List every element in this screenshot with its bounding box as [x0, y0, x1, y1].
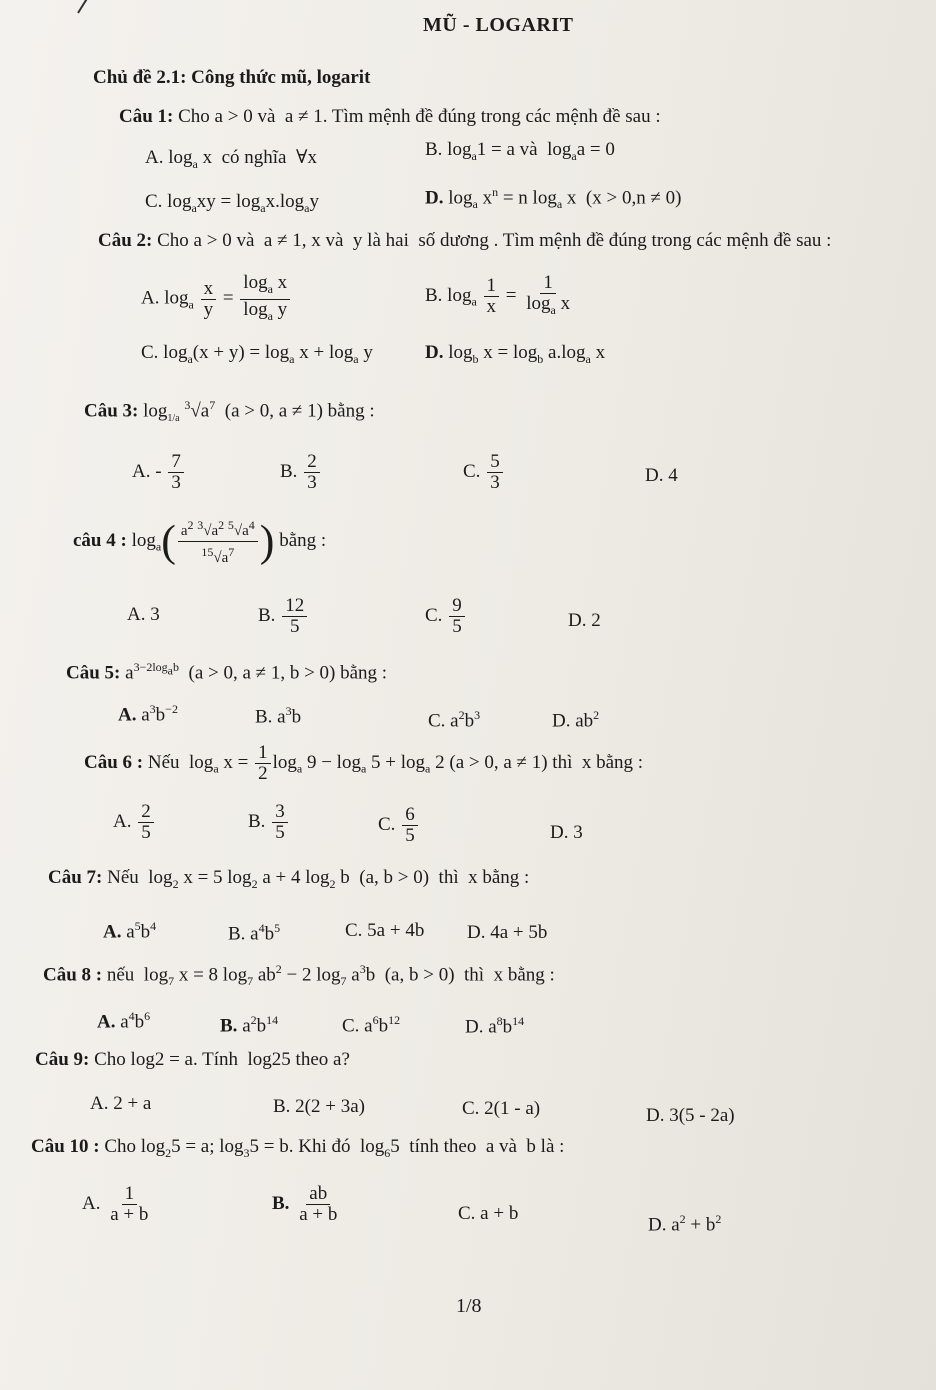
page-title: MŨ - LOGARIT: [423, 14, 574, 36]
q8-option-b: B. $a^2b^{14}$: [220, 1013, 279, 1037]
q1-option-a: A. $\log_a x$ có nghĩa ∀x: [145, 147, 317, 171]
q5-option-a: A. $a^3b^{-2}$: [118, 702, 178, 726]
q9-option-a: A. 2 + a: [90, 1093, 152, 1114]
question-7: Câu 7: Nếu $\log_2 x = 5$ $\log_2 a + 4$ $\log_2 b$ (a, b > 0) thì x bằng :: [48, 867, 530, 891]
q5-option-d: D. $ab^2$: [552, 708, 600, 732]
q7-option-b: B. $a^4b^5$: [228, 921, 281, 945]
q10-option-d: D. $a^2 + b^2$: [648, 1212, 722, 1236]
q5-option-b: B. $a^3b$: [255, 704, 302, 728]
q3-option-b: B. $\frac{2}{3}$: [280, 452, 322, 493]
page-number: 1/8: [456, 1295, 482, 1317]
q6-option-c: C. $\frac{6}{5}$: [378, 805, 420, 846]
question-8: Câu 8 : nếu $\log_7 x = 8$ $\log_7 ab^2 - 2$ $\log_7 a^3b$ (a, b > 0) thì x bằng :: [43, 962, 555, 989]
question-5: Câu 5: $a^{3-2log_ab}$ (a > 0, a ≠ 1, b > 0) bằng :: [66, 660, 388, 684]
q10-option-a: A. $\frac{1}{a + b}$: [82, 1183, 149, 1225]
q7-option-d: D. 4a + 5b: [467, 922, 548, 943]
question-3: Câu 3: $\log_{1/a} ^3√a^7$ (a > 0, a ≠ 1) bằng :: [84, 398, 375, 425]
q8-option-d: D. $a^8b^{14}$: [465, 1014, 525, 1038]
q1-option-b: B. $\log_a1 = a$ và $\log_aa = 0$: [425, 139, 615, 163]
q2-option-b: B. $\log_a$ $\frac{1}{x}$ = $\frac{1}{\log_a x}$: [425, 272, 571, 317]
question-10: Câu 10 : Cho $\log_25 = a$; $\log_35 = b$. Khi đó $\log_65$ tính theo a và b là :: [31, 1136, 565, 1160]
q4-option-b: B. $\frac{12}{5}$: [258, 596, 309, 637]
question-4: câu 4 : $\log_a$( $\frac{a^2 ^3√a^2 ^5√a^4}{^{15}√a^7}$ ) bằng :: [73, 516, 327, 566]
q5-option-c: C. $a^2b^3$: [428, 708, 481, 732]
q1-option-d: D. $\log_a x^n = n$ $\log_a x$ (x > 0,n ≠ 0): [425, 185, 682, 212]
q3-option-d: D. 4: [645, 465, 678, 486]
question-1: Câu 1: Cho a > 0 và a ≠ 1. Tìm mệnh đề đúng trong các mệnh đề sau :: [119, 106, 661, 127]
q8-option-c: C. $a^6b^{12}$: [342, 1013, 401, 1037]
q2-option-d: D. $\log_b x = \log_b a.\log_a$ x: [425, 342, 606, 366]
q3-option-c: C. $\frac{5}{3}$: [463, 452, 505, 493]
q6-option-a: A. $\frac{2}{5}$: [113, 802, 156, 843]
q9-option-b: B. 2(2 + 3a): [273, 1096, 365, 1117]
q4-option-a: A. 3: [127, 604, 160, 625]
question-6: Câu 6 : Nếu $\log_a x$ = $\frac{1}{2}$ $\log_a 9 - \log_a 5 + \log_a 2$ (a > 0, a ≠ 1) thì x bằng :: [84, 742, 644, 784]
q2-option-c: C. $\log_a(x + y) = \log_a x + \log_a y$: [141, 342, 373, 366]
q7-option-c: C. 5a + 4b: [345, 920, 425, 941]
q2-option-a: A. $\log_a$ $\frac{x}{y}$ = $\frac{\log_a x}{\log_a y}$: [141, 273, 292, 326]
q10-option-c: C. a + b: [458, 1203, 519, 1224]
q9-option-c: C. 2(1 - a): [462, 1098, 541, 1119]
q9-option-d: D. 3(5 - 2a): [646, 1105, 735, 1126]
q1-option-c: C. $\log_axy = \log_ax.\log_ay$: [145, 191, 319, 215]
q3-option-a: A. - $\frac{7}{3}$: [132, 452, 186, 493]
topic-heading: Chủ đề 2.1: Công thức mũ, logarit: [93, 67, 371, 88]
q4-option-d: D. 2: [568, 610, 601, 631]
q4-option-c: C. $\frac{9}{5}$: [425, 596, 467, 637]
q8-option-a: A. $a^4b^6$: [97, 1009, 151, 1033]
question-2: Câu 2: Cho a > 0 và a ≠ 1, x và y là hai số dương . Tìm mệnh đề đúng trong các mệnh đề sau :: [98, 230, 832, 251]
q10-option-b: B. $\frac{ab}{a + b}$: [272, 1183, 338, 1225]
question-9: Câu 9: Cho log2 = a. Tính log25 theo a?: [35, 1049, 350, 1070]
q7-option-a: A. $a^5b^4$: [103, 919, 157, 943]
q6-option-b: B. $\frac{3}{5}$: [248, 802, 290, 843]
q6-option-d: D. 3: [550, 822, 583, 843]
pen-mark: [77, 0, 100, 14]
